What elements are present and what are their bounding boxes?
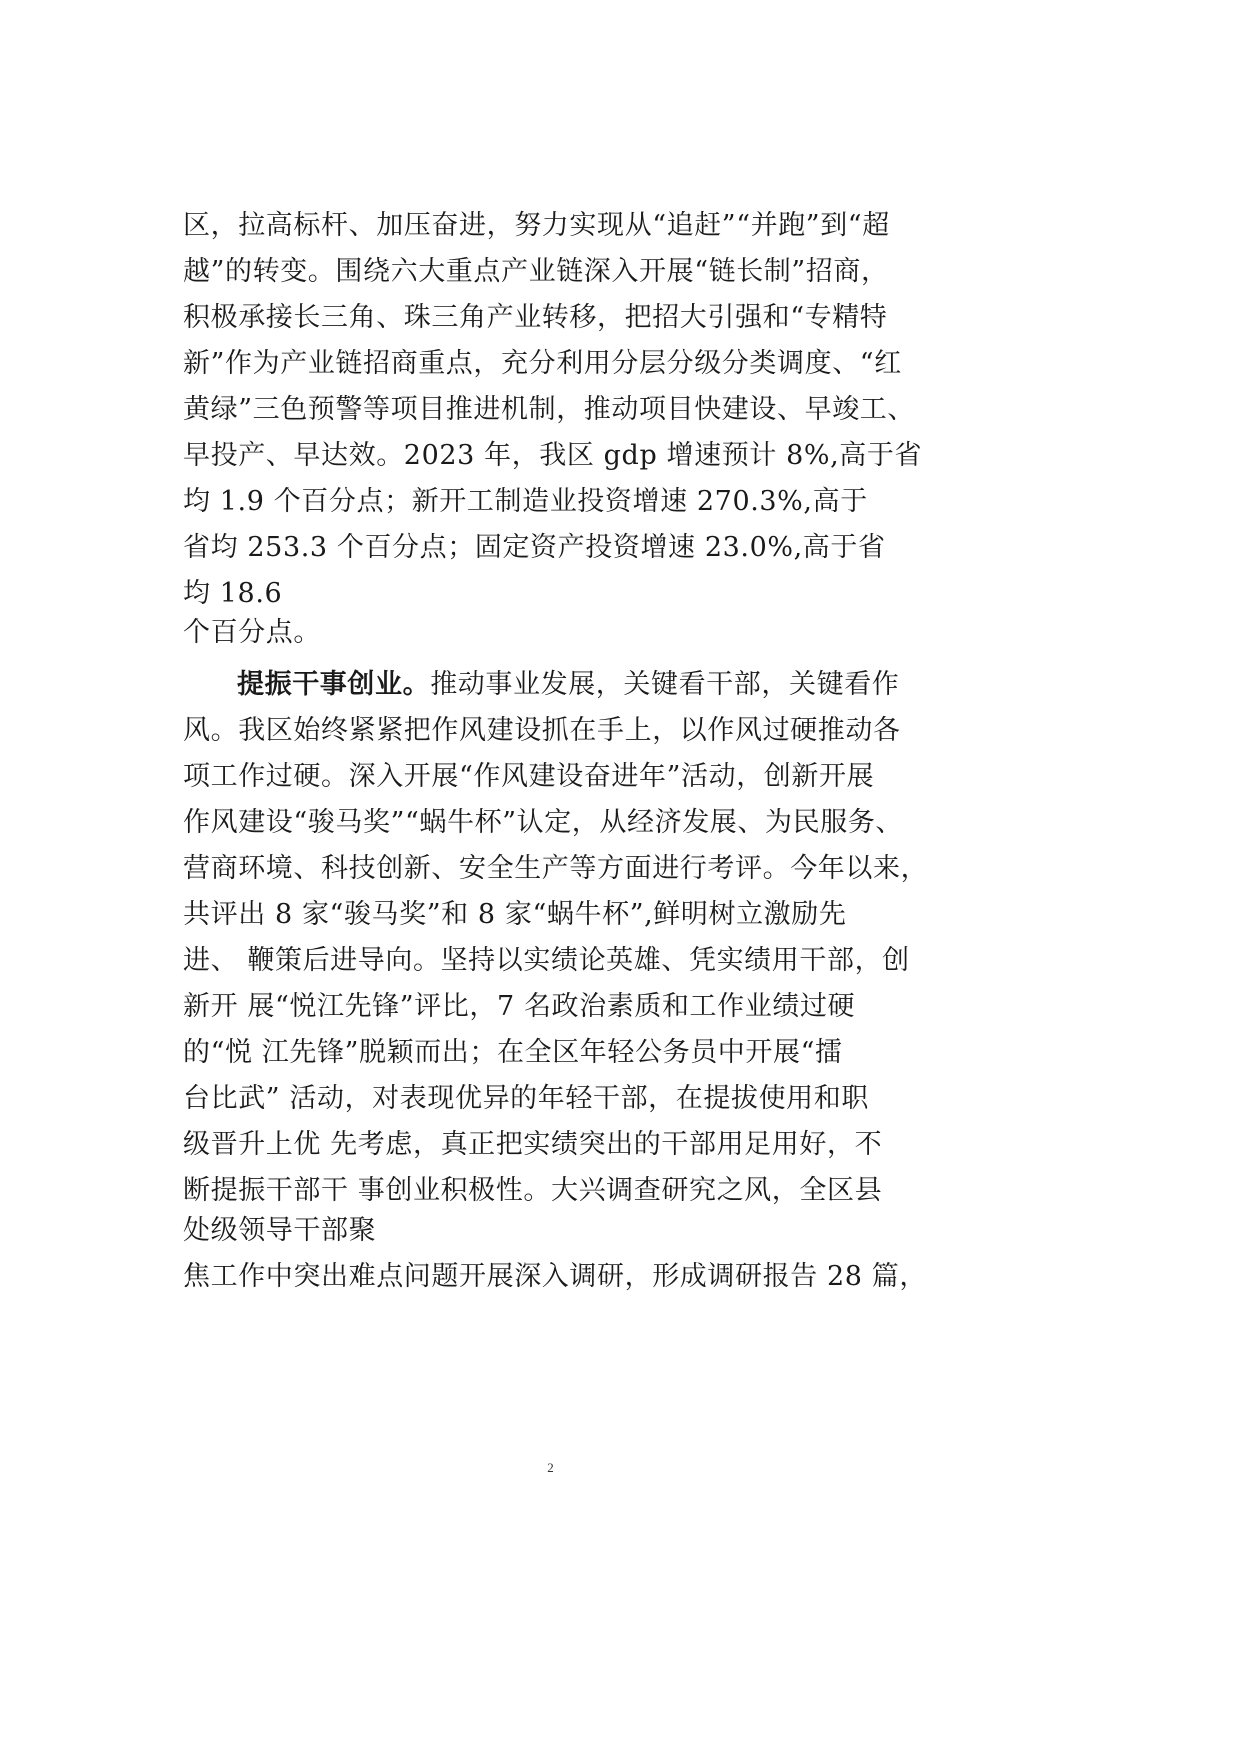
paragraph2-line: 级晋升上优 先考虑，真正把实绩突出的干部用足用好，不 xyxy=(183,1129,883,1160)
paragraph2-line: 处级领导干部聚 xyxy=(183,1215,377,1246)
paragraph2-line: 台比武” 活动，对表现优异的年轻干部，在提拔使用和职 xyxy=(183,1083,869,1114)
paragraph1-line: 均 18.6 xyxy=(183,578,283,609)
paragraph2-line: 项工作过硬。深入开展“作风建设奋进年”活动，创新开展 xyxy=(183,761,875,792)
paragraph2-line: 作风建设“骏马奖”“蜗牛杯”认定，从经济发展、为民服务、 xyxy=(183,807,904,838)
paragraph1-line: 积极承接长三角、珠三角产业转移，把招大引强和“专精特 xyxy=(183,302,888,333)
paragraph2-line: 焦工作中突出难点问题开展深入调研，形成调研报告 28 篇， xyxy=(183,1261,927,1292)
paragraph1-line: 个百分点。 xyxy=(183,617,321,648)
paragraph1-line: 均 1.9 个百分点；新开工制造业投资增速 270.3%,高于 xyxy=(183,486,868,517)
paragraph2-first-line-text: 推动事业发展，关键看干部，关键看作 xyxy=(430,669,900,700)
paragraph1-line: 省均 253.3 个百分点；固定资产投资增速 23.0%,高于省 xyxy=(183,532,886,563)
paragraph2-line: 风。我区始终紧紧把作风建设抓在手上，以作风过硬推动各 xyxy=(183,715,901,746)
paragraph2-line: 断提振干部干 事创业积极性。大兴调查研究之风，全区县 xyxy=(183,1175,883,1206)
paragraph1-line: 新”作为产业链招商重点，充分利用分层分级分类调度、“红 xyxy=(183,348,902,379)
paragraph1-line: 早投产、早达效。2023 年，我区 gdp 增速预计 8%,高于省 xyxy=(183,440,923,471)
paragraph2-line: 营商环境、科技创新、安全生产等方面进行考评。今年以来， xyxy=(183,853,929,884)
paragraph1-line: 越”的转变。围绕六大重点产业链深入开展“链长制”招商， xyxy=(183,256,889,287)
paragraph2-line: 共评出 8 家“骏马奖”和 8 家“蜗牛杯”,鲜明树立激励先 xyxy=(183,899,847,930)
paragraph2-line: 进、 鞭策后进导向。坚持以实绩论英雄、凭实绩用干部，创 xyxy=(183,945,910,976)
paragraph2-first-line xyxy=(237,662,1027,708)
page-number: 2 xyxy=(547,1460,554,1475)
paragraph1-line: 黄绿”三色预警等项目推进机制，推动项目快建设、早竣工、 xyxy=(183,394,916,425)
paragraph2-line: 的“悦 江先锋”脱颖而出；在全区年轻公务员中开展“擂 xyxy=(183,1037,843,1068)
paragraph1-line: 区，拉高标杆、加压奋进，努力实现从“追赶”“并跑”到“超 xyxy=(183,210,890,241)
paragraph2-heading: 提振干事创业。 xyxy=(237,669,431,700)
paragraph2-line: 新开 展“悦江先锋”评比，7 名政治素质和工作业绩过硬 xyxy=(183,991,856,1022)
